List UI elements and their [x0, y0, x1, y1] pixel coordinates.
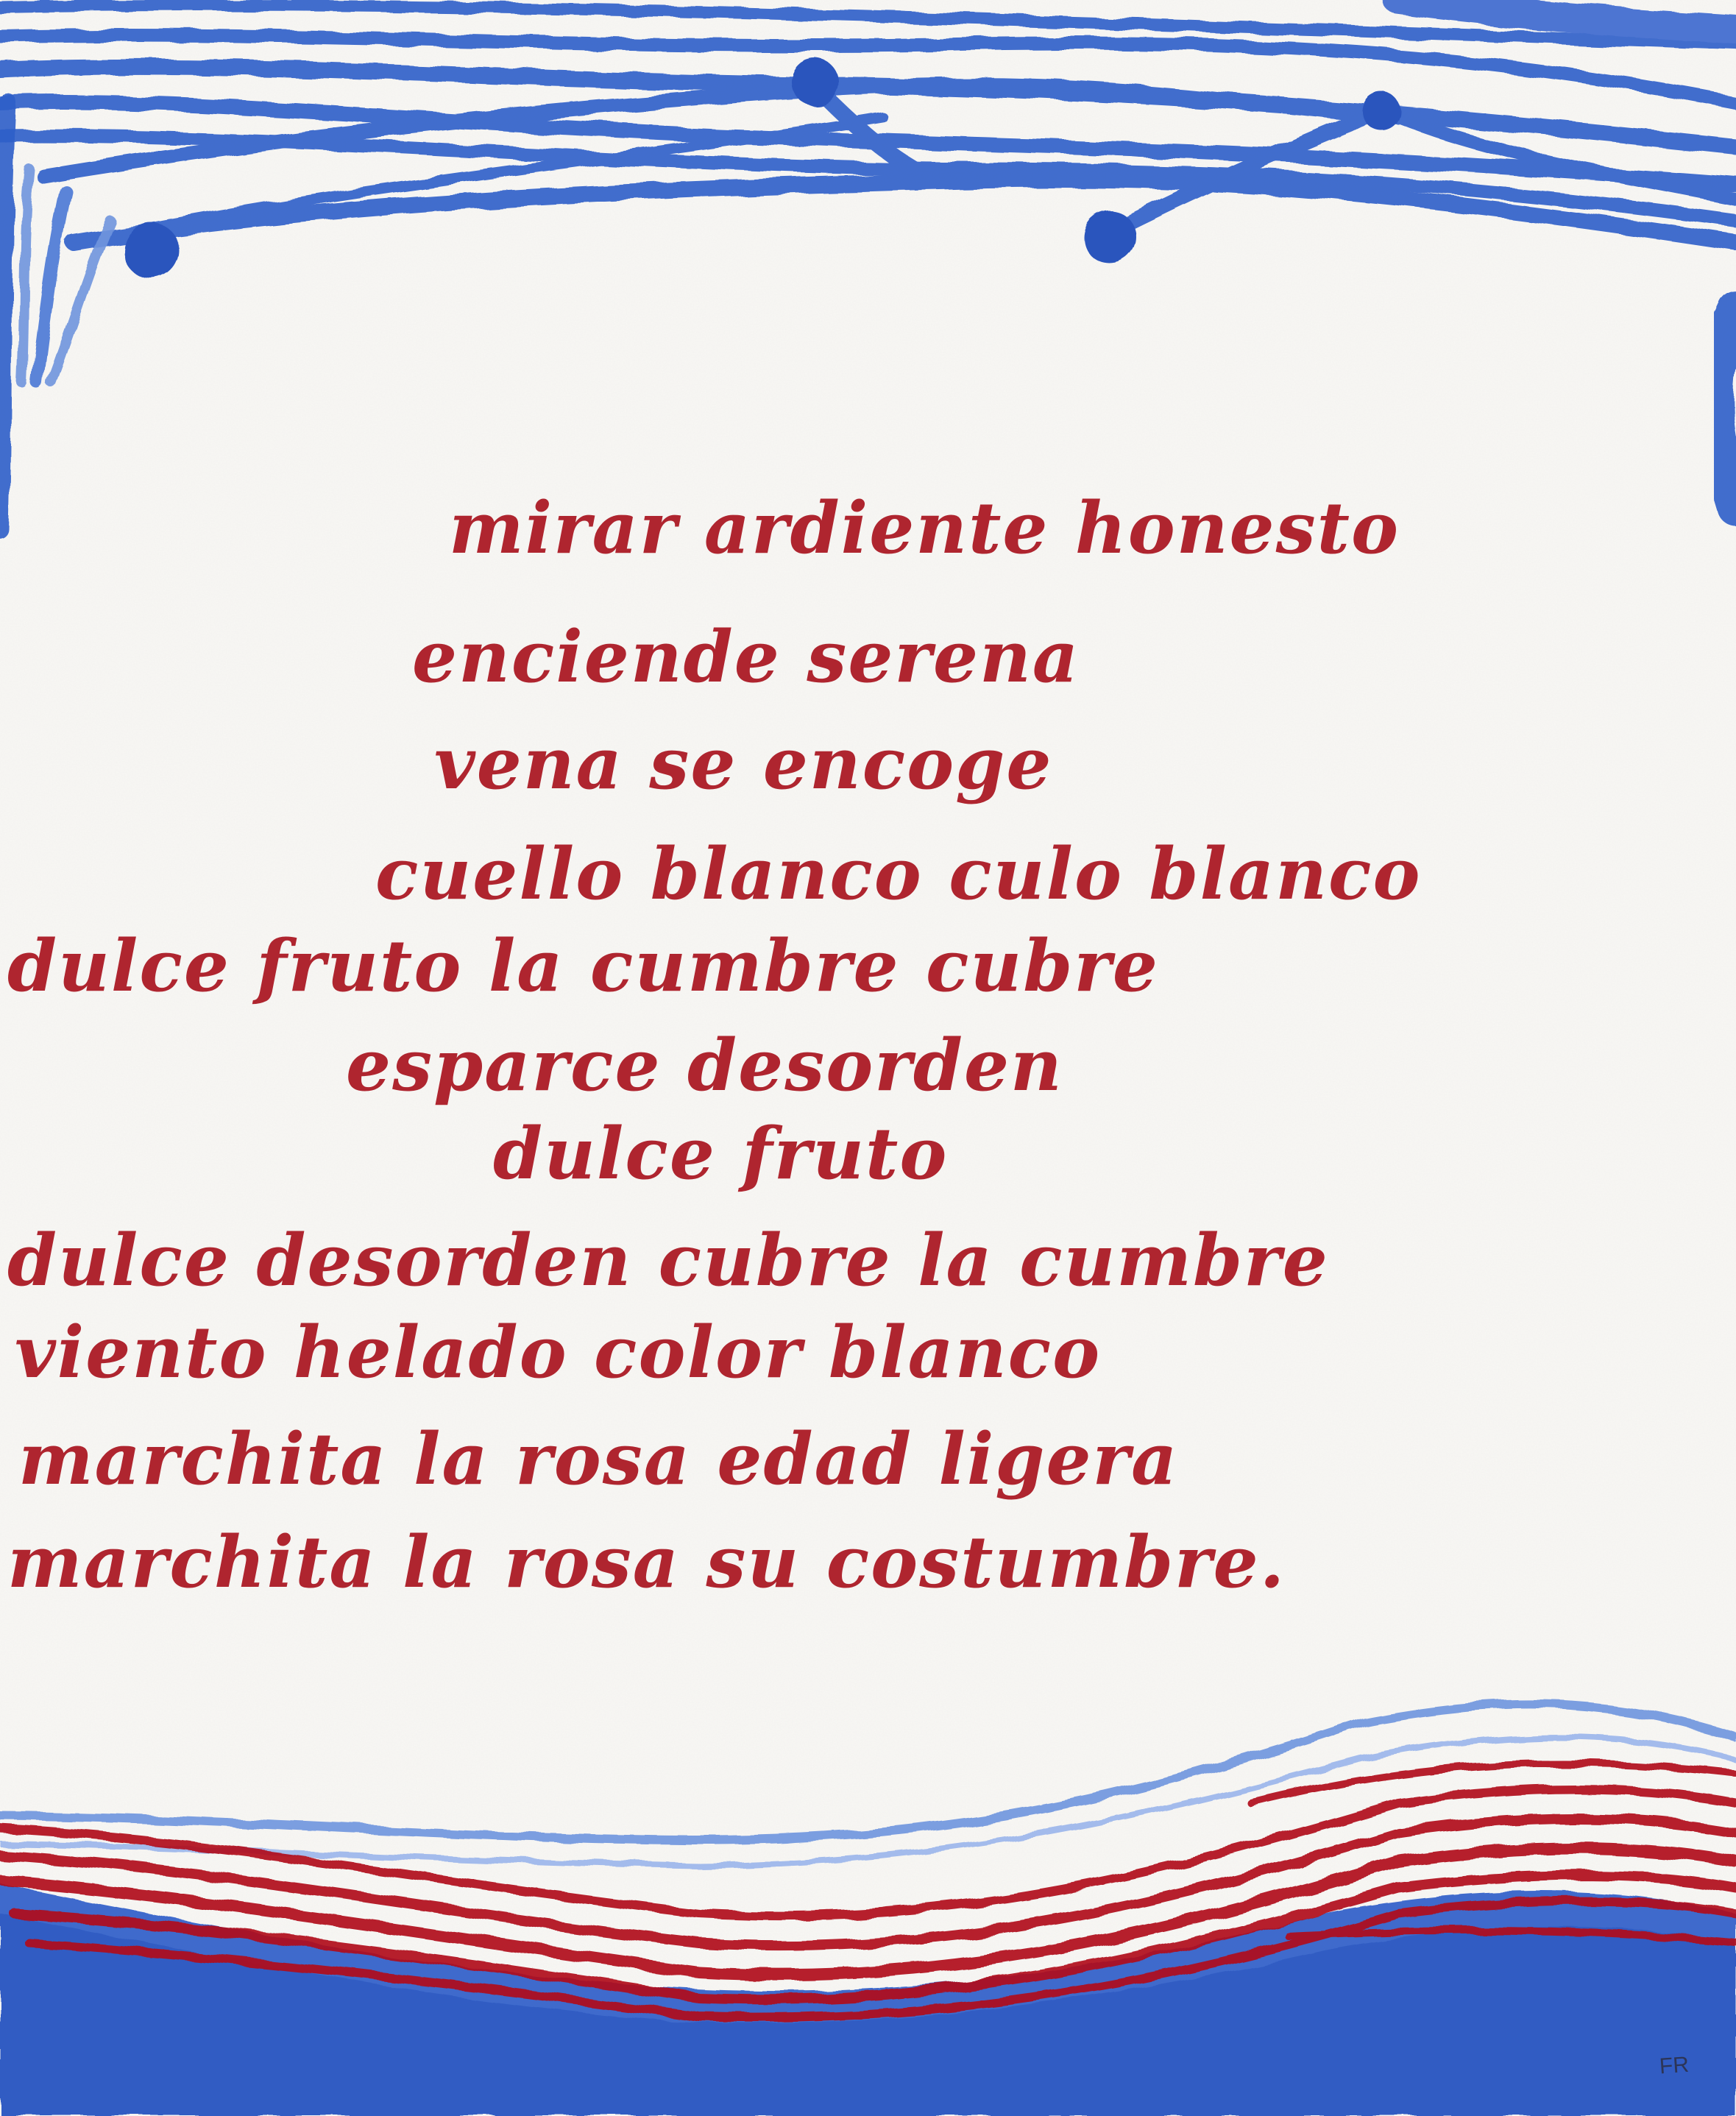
poem-line-2: enciende serena	[412, 615, 1080, 698]
poem-line-6: esparce desorden	[346, 1024, 1063, 1107]
artist-signature: FR	[1658, 2052, 1690, 2079]
poem-line-3: vena se encoge	[434, 722, 1053, 805]
poem-line-10: marchita la rosa edad ligera	[18, 1418, 1179, 1501]
poem-line-11: marchita la rosa su costumbre.	[7, 1521, 1286, 1604]
poem-line-5: dulce fruto la cumbre cubre	[7, 924, 1159, 1008]
poem-line-1: mirar ardiente honesto	[449, 486, 1400, 570]
poem-line-9: viento helado color blanco	[15, 1311, 1102, 1394]
poem-line-8: dulce desorden cubre la cumbre	[7, 1219, 1329, 1302]
poem-line-4: cuello blanco culo blanco	[375, 832, 1422, 916]
poem-line-7: dulce fruto	[493, 1112, 949, 1195]
